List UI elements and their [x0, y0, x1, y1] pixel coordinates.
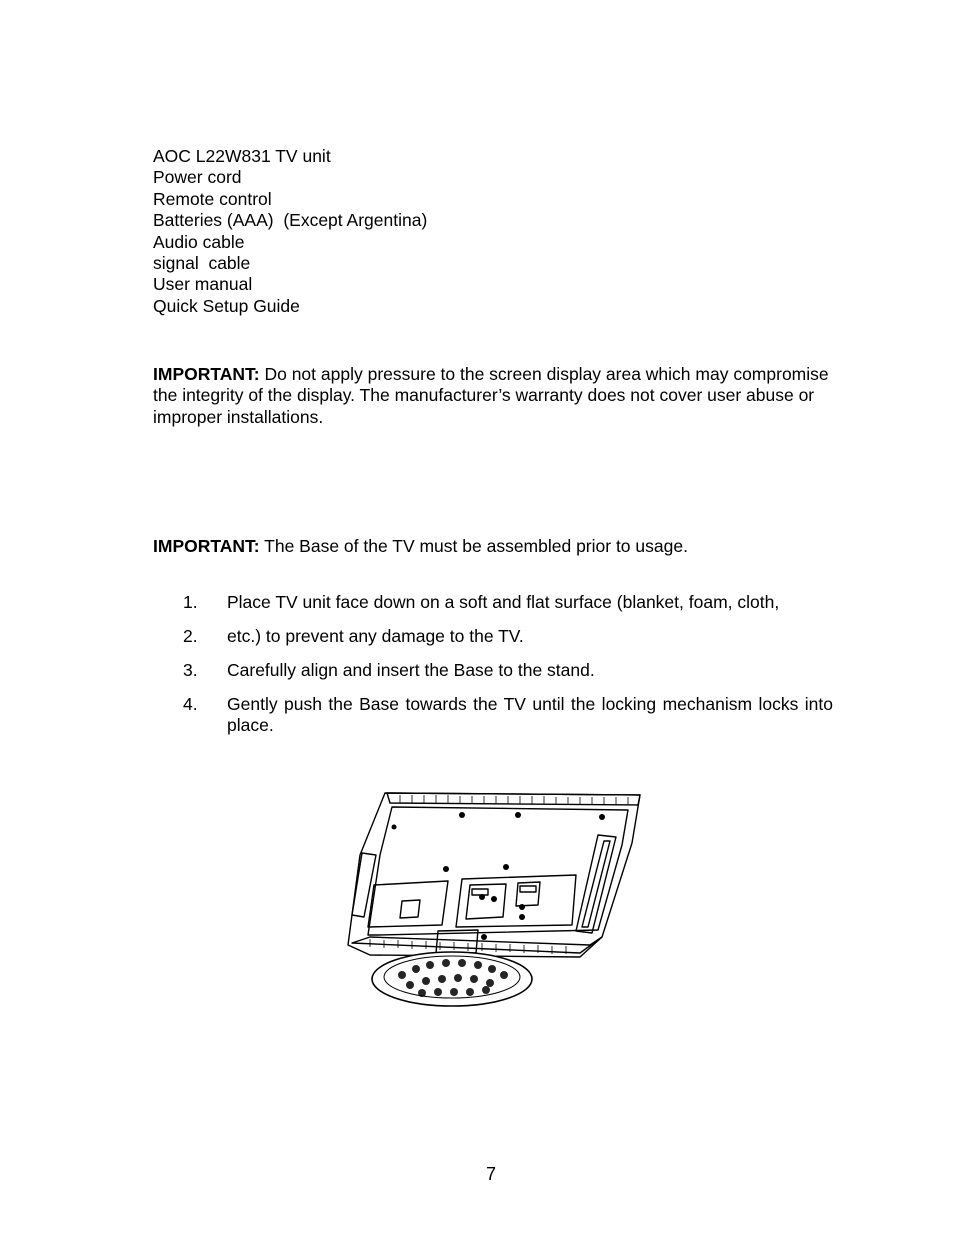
step-number: 2. [183, 626, 198, 646]
important-label: IMPORTANT: [153, 364, 260, 384]
step-item [183, 660, 833, 681]
step-text: Gently push the Base towards the TV until the locking mechanism locks into place. [227, 694, 833, 736]
list-item: signal cable [153, 253, 251, 274]
assembly-steps [183, 592, 833, 749]
list-item: Quick Setup Guide [153, 295, 300, 316]
tv-base-assembly-illustration [340, 785, 645, 1010]
list-item: Batteries (AAA) (Except Argentina) [153, 210, 428, 231]
important-notice-base [153, 536, 833, 557]
step-text: Place TV unit face down on a soft and flat surface (blanket, foam, cloth, [227, 592, 780, 612]
page-number: 7 [485, 1164, 496, 1184]
step-number: 3. [183, 660, 198, 680]
important-notice-pressure [153, 364, 833, 428]
step-text: Carefully align and insert the Base to the stand. [227, 660, 595, 680]
important-label: IMPORTANT: [153, 536, 260, 556]
list-item: Power cord [153, 167, 242, 188]
step-item [183, 626, 833, 647]
notice-text: Do not apply pressure to the screen display area which may compromise the integrity of the display. The manufacturer’s warranty does not cover user abuse or improper installations. [153, 364, 829, 427]
step-item [183, 694, 833, 737]
list-item: User manual [153, 274, 253, 295]
list-item: Audio cable [153, 231, 245, 252]
package-contents-list [153, 146, 427, 317]
notice-text: The Base of the TV must be assembled prior to usage. [259, 536, 688, 556]
step-text: etc.) to prevent any damage to the TV. [227, 626, 524, 646]
step-item [183, 592, 833, 613]
step-number: 1. [183, 592, 198, 612]
list-item: AOC L22W831 TV unit [153, 146, 331, 166]
list-item: Remote control [153, 188, 272, 209]
step-number: 4. [183, 694, 198, 714]
